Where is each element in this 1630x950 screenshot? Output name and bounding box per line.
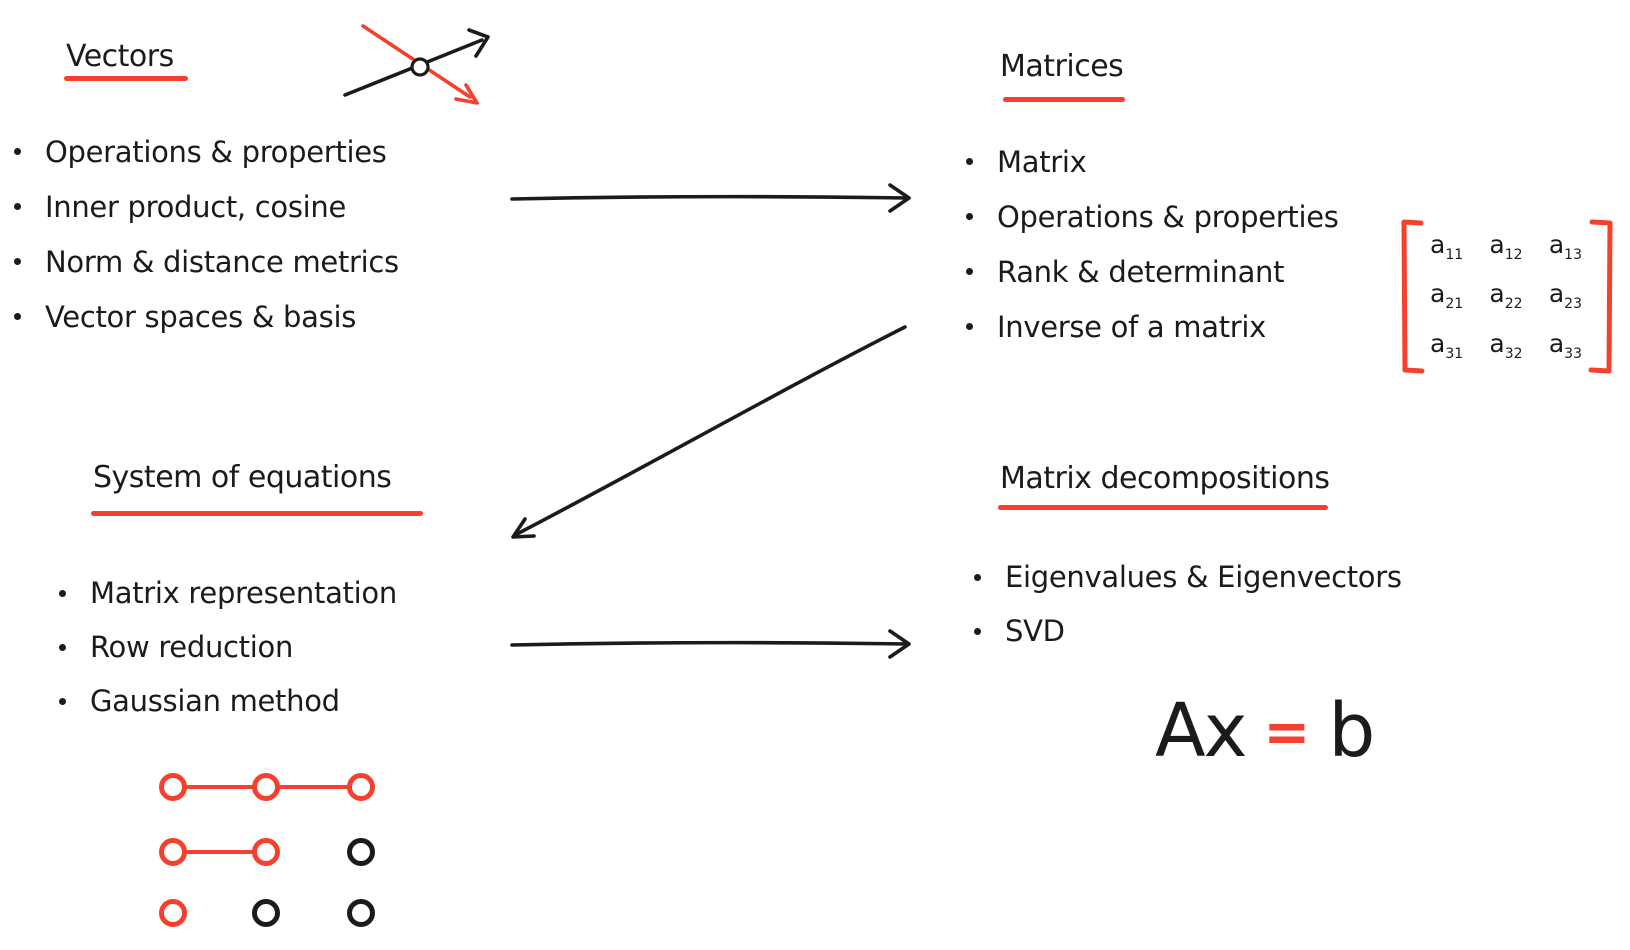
topic-title-system: System of equations xyxy=(93,460,392,495)
matrix-row xyxy=(1430,271,1582,320)
title-underline xyxy=(998,505,1328,510)
topic-title-decompositions: Matrix decompositions xyxy=(1000,461,1330,496)
bullet-dot xyxy=(974,628,981,635)
bullet-dot xyxy=(974,574,981,581)
arrow-matrices-to-system xyxy=(513,327,905,537)
arrow-shaft xyxy=(517,327,905,534)
equation-equals-sign: = xyxy=(1263,700,1311,765)
bullet-dot xyxy=(14,313,21,320)
title-underline xyxy=(1003,97,1125,102)
red-dot xyxy=(162,776,185,799)
equation-ax-equals-b xyxy=(1155,688,1374,774)
red-dot xyxy=(162,902,185,925)
black-dot xyxy=(255,902,278,925)
vectors-list xyxy=(10,124,399,344)
list-item-label: Row reduction xyxy=(90,630,294,664)
arrow-shaft xyxy=(512,643,906,645)
crossing-vector-arrows-icon xyxy=(345,26,488,103)
list-item-label: Eigenvalues & Eigenvectors xyxy=(1005,560,1402,594)
list-item xyxy=(55,620,397,674)
list-item xyxy=(10,289,399,344)
intersection-point xyxy=(412,59,428,75)
list-item xyxy=(962,244,1339,299)
matrices-list xyxy=(962,134,1339,354)
matrix-cell: $a_{33}$ xyxy=(1548,328,1582,362)
bullet-dot xyxy=(966,158,973,165)
bullet-dot xyxy=(59,698,66,705)
list-item xyxy=(962,134,1339,189)
list-item xyxy=(970,604,1402,658)
list-item-label: Matrix xyxy=(997,144,1087,179)
matrix-3x3-figure xyxy=(1400,220,1612,372)
red-dot xyxy=(350,776,373,799)
list-item-label: Gaussian method xyxy=(90,684,340,718)
list-item-label: SVD xyxy=(1005,614,1065,648)
bullet-dot xyxy=(966,268,973,275)
equation-rhs: b xyxy=(1328,688,1374,774)
list-item xyxy=(10,124,399,179)
topic-title-matrices: Matrices xyxy=(1000,49,1124,84)
matrix-cell: $a_{32}$ xyxy=(1489,328,1523,362)
matrix-cell: $a_{23}$ xyxy=(1548,279,1582,313)
list-item xyxy=(55,566,397,620)
matrix-cell: $a_{13}$ xyxy=(1548,230,1582,264)
matrix-cell: $a_{21}$ xyxy=(1430,279,1464,313)
list-item xyxy=(970,550,1402,604)
title-underline xyxy=(64,76,188,81)
matrix-row xyxy=(1430,222,1582,271)
title-underline xyxy=(91,511,423,516)
list-item-label: Matrix representation xyxy=(90,576,397,610)
black-dot xyxy=(350,902,373,925)
red-dot xyxy=(162,841,185,864)
matrix-cell: $a_{31}$ xyxy=(1430,328,1464,362)
red-dot xyxy=(255,841,278,864)
pivot-dots-grid-icon xyxy=(162,776,373,925)
list-item-label: Inner product, cosine xyxy=(45,189,347,224)
matrix-grid xyxy=(1430,222,1582,370)
bullet-dot xyxy=(14,148,21,155)
bullet-dot xyxy=(966,323,973,330)
list-item xyxy=(10,179,399,234)
black-dot xyxy=(350,841,373,864)
list-item xyxy=(55,674,397,728)
red-dot xyxy=(255,776,278,799)
bullet-dot xyxy=(59,644,66,651)
list-item xyxy=(962,189,1339,244)
list-item xyxy=(962,299,1339,354)
bullet-dot xyxy=(14,203,21,210)
topic-title-vectors: Vectors xyxy=(66,39,174,74)
list-item-label: Rank & determinant xyxy=(997,254,1285,289)
system-list xyxy=(55,566,397,728)
decompositions-list xyxy=(970,550,1402,658)
list-item xyxy=(10,234,399,289)
arrow-vectors-to-matrices xyxy=(512,185,909,211)
list-item-label: Norm & distance metrics xyxy=(45,244,399,279)
arrow-system-to-decompositions xyxy=(512,631,909,657)
list-item-label: Operations & properties xyxy=(997,199,1339,234)
matrix-row xyxy=(1430,321,1582,370)
bullet-dot xyxy=(966,213,973,220)
list-item-label: Inverse of a matrix xyxy=(997,309,1267,344)
list-item-label: Vector spaces & basis xyxy=(45,299,357,334)
matrix-cell: $a_{11}$ xyxy=(1430,230,1464,264)
list-item-label: Operations & properties xyxy=(45,134,387,169)
arrow-shaft xyxy=(512,197,906,199)
matrix-cell: $a_{12}$ xyxy=(1489,230,1523,264)
bullet-dot xyxy=(59,590,66,597)
equation-lhs: Ax xyxy=(1155,688,1246,774)
bullet-dot xyxy=(14,258,21,265)
matrix-cell: $a_{22}$ xyxy=(1489,279,1523,313)
